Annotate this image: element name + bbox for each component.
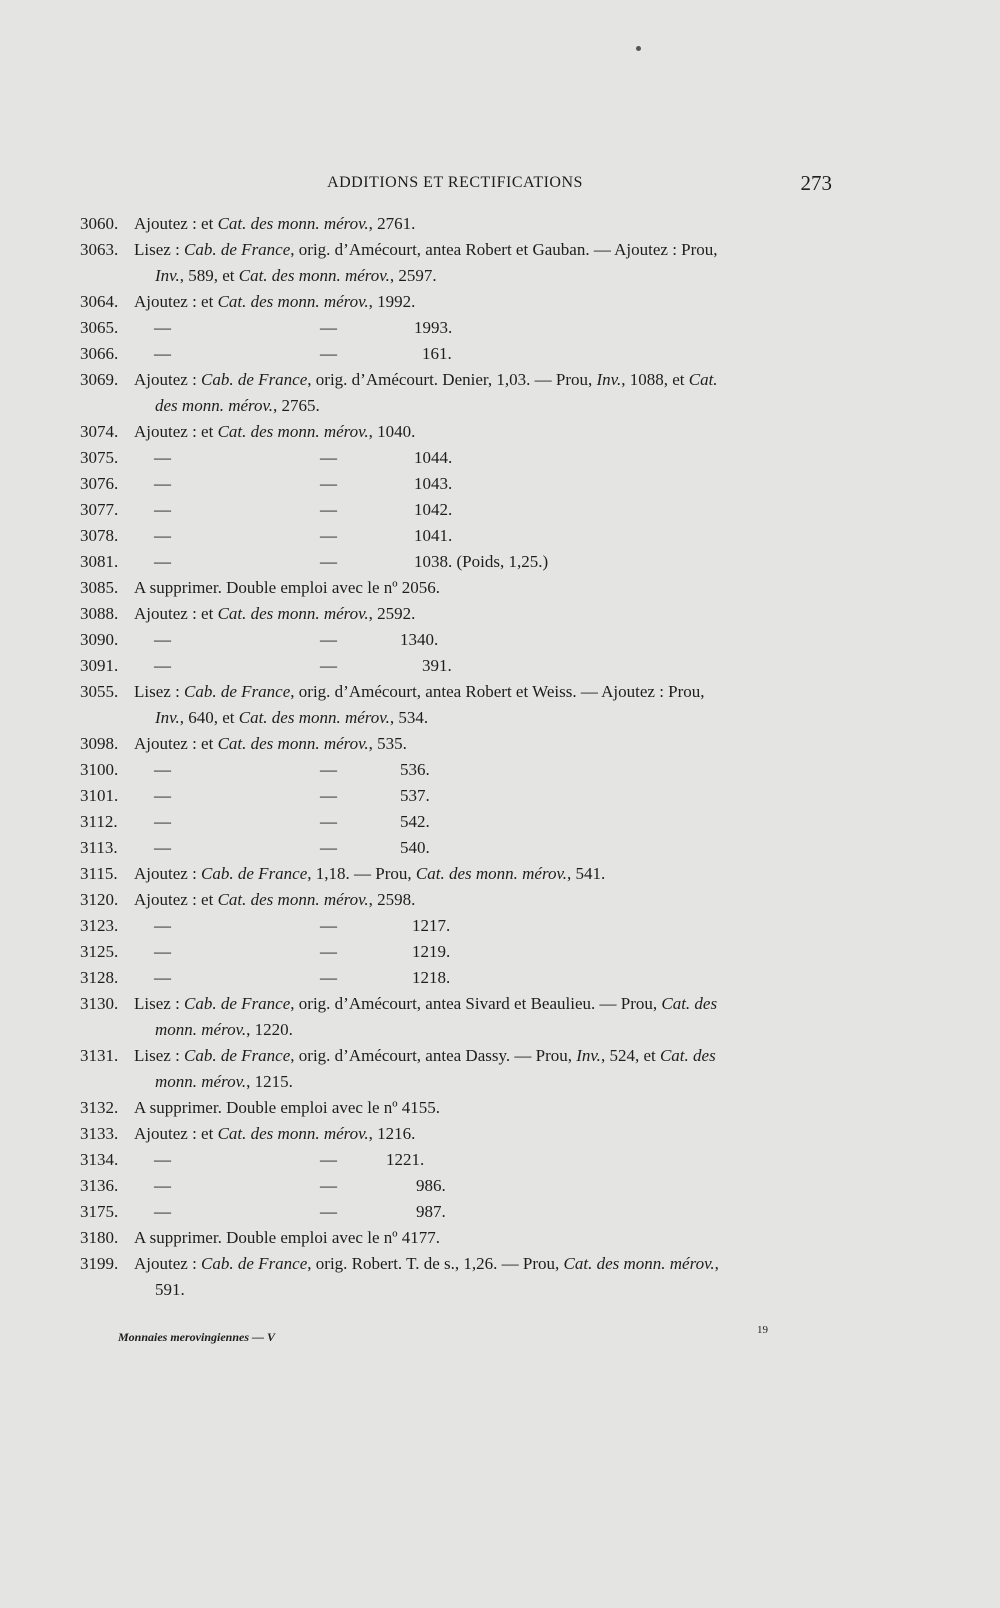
ditto-dash: — [154,526,171,545]
entry-number: 3066. [80,344,119,363]
running-header [80,171,830,201]
entry-text: , 2598. [368,890,416,909]
entry-text: Cab. de France [201,864,308,883]
entry [80,653,830,679]
entry-number: 3132. [80,1098,119,1117]
entry [80,445,830,471]
entry-reference: 1217. [412,916,451,935]
ditto-dash: — [320,812,337,831]
entry-text: Cat. des monn. mérov. [415,864,567,883]
entry-text: Lisez : [134,682,185,701]
ditto-dash: — [154,656,171,675]
ditto-dash: — [320,474,337,493]
entry-text: Cab. de France [201,1254,308,1273]
entry-text: , 640, et [179,708,239,727]
entry-continuation [80,263,830,289]
entry-number: 3101. [80,786,119,805]
ditto-dash: — [154,1202,171,1221]
ditto-dash: — [320,916,337,935]
entry-number: 3133. [80,1124,119,1143]
entry-number: 3120. [80,890,119,909]
entry [80,913,830,939]
entry [80,731,830,757]
entry-text: , 541. [567,864,606,883]
entry [80,783,830,809]
entry-reference: 540. [400,838,430,857]
ditto-dash: — [320,942,337,961]
entry-text: Lisez : [134,994,185,1013]
entry-reference: 1219. [412,942,451,961]
entry-number: 3136. [80,1176,119,1195]
entry-number: 3078. [80,526,119,545]
entry-text: Cat. des monn. mérov. [238,266,390,285]
entry-text: Cab. de France [201,370,308,389]
entry-text: Ajoutez : [134,1254,202,1273]
entry-continuation [80,393,830,419]
ditto-dash: — [320,318,337,337]
entry-text: , 2765. [273,396,320,415]
entry [80,419,830,445]
entry-text: Ajoutez : et [134,890,218,909]
entry-line [80,1225,830,1251]
entry-text: , orig. d’Amécourt, antea Dassy. — Prou, [290,1046,577,1065]
entry [80,1173,830,1199]
entry-text: Cat. des monn. mérov. [217,292,369,311]
ditto-dash: — [320,968,337,987]
entry-text: , orig. d’Amécourt, antea Robert et Gauban. — Ajoutez : Prou, [290,240,718,259]
entry-line [80,991,830,1017]
entry-text: , [714,1254,719,1273]
entry-line [80,1043,830,1069]
entry-text: , 1215. [246,1072,293,1091]
entry-reference: 987. [416,1202,446,1221]
ditto-dash: — [154,942,171,961]
ditto-dash: — [320,630,337,649]
entry-line [80,1121,830,1147]
entry [80,861,830,887]
entry-text: Cat. des monn. mérov. [217,214,369,233]
entry-reference: 391. [422,656,452,675]
ditto-dash: — [320,1150,337,1169]
entry-continuation [80,1017,830,1043]
entry-text: , 2592. [368,604,416,623]
ditto-dash: — [154,1176,171,1195]
entry [80,497,830,523]
entry-text: Ajoutez : et [134,604,218,623]
entry-reference: 161. [422,344,452,363]
entry-line [80,887,830,913]
entry-reference: 986. [416,1176,446,1195]
signature-mark: Monnaies merovingiennes — V [118,1330,276,1344]
entry-text: Ajoutez : [134,370,202,389]
entry-number: 3134. [80,1150,119,1169]
entry-number: 3115. [80,864,118,883]
ditto-dash: — [320,656,337,675]
entry-reference: 537. [400,786,430,805]
entry-number: 3055. [80,682,119,701]
entry-continuation [80,1277,830,1303]
entry [80,289,830,315]
entry-number: 3130. [80,994,119,1013]
entry [80,523,830,549]
ditto-dash: — [154,916,171,935]
entry [80,835,830,861]
sheet-number: 19 [757,1324,768,1336]
entry-number: 3090. [80,630,119,649]
entry-number: 3075. [80,448,119,467]
entry-line [80,575,830,601]
ditto-dash: — [320,760,337,779]
entry-text: , orig. d’Amécourt, antea Robert et Weiss. — Ajoutez : Prou, [290,682,705,701]
entry-reference: 1041. [414,526,453,545]
ditto-dash: — [320,838,337,857]
entry-line [80,861,830,887]
ditto-dash: — [154,760,171,779]
ditto-dash: — [320,526,337,545]
entry-text: Inv. [576,1046,601,1065]
entry-text: , orig. Robert. T. de s., 1,26. — Prou, [307,1254,564,1273]
entry [80,549,830,575]
entry-text: , 1220. [246,1020,293,1039]
entry-number: 3091. [80,656,119,675]
entry-text: Cab. de France [184,994,291,1013]
entry-text: Cat. des monn. mérov. [217,604,369,623]
entry-number: 3180. [80,1228,119,1247]
entry [80,367,830,419]
entry [80,809,830,835]
entry-text: Cab. de France [184,240,291,259]
entry-number: 3128. [80,968,119,987]
ditto-dash: — [154,838,171,857]
entry [80,965,830,991]
entry-line [80,731,830,757]
entry-line [80,237,830,263]
entry-number: 3065. [80,318,119,337]
ink-speck [636,46,641,51]
ditto-dash: — [154,344,171,363]
entry-text: Cat. des monn. mérov. [563,1254,715,1273]
entry [80,1147,830,1173]
ditto-dash: — [320,1202,337,1221]
entry-continuation [80,1069,830,1095]
entry-line [80,601,830,627]
ditto-dash: — [154,500,171,519]
entry-text: Cab. de France [184,1046,291,1065]
entry-text: , 2761. [368,214,416,233]
entries-list [80,211,830,1303]
entry-number: 3077. [80,500,119,519]
ditto-dash: — [154,968,171,987]
entry-number: 3076. [80,474,119,493]
ditto-dash: — [154,786,171,805]
entry-number: 3063. [80,240,119,259]
entry-reference: 536. [400,760,430,779]
ditto-dash: — [320,1176,337,1195]
entry-text: Cat. des monn. mérov. [217,422,369,441]
entry-reference: 1993. [414,318,453,337]
entry-line [80,289,830,315]
entry-reference: 1042. [414,500,453,519]
entry-text: , 1,18. — Prou, [307,864,416,883]
entry [80,1251,830,1303]
entry [80,887,830,913]
entry-text: Cat. des [659,1046,716,1065]
entry-text: , 1040. [368,422,416,441]
entry-reference: 1221. [386,1150,425,1169]
entry [80,991,830,1043]
entry-number: 3175. [80,1202,119,1221]
entry-reference: 1218. [412,968,451,987]
entry-text: Cat. des monn. mérov. [217,734,369,753]
entry-text: Inv. [155,266,180,285]
entry [80,341,830,367]
entry-text: monn. mérov. [155,1020,247,1039]
entry-text: Lisez : [134,240,185,259]
entry-number: 3131. [80,1046,119,1065]
ditto-dash: — [320,786,337,805]
entry [80,627,830,653]
entry-number: 3081. [80,552,119,571]
entry-text: , orig. d’Amécourt, antea Sivard et Beaulieu. — Prou, [290,994,662,1013]
entry-number: 3074. [80,422,119,441]
entry-line [80,1251,830,1277]
entry-text: monn. mérov. [155,1072,247,1091]
entry [80,757,830,783]
entry-text: Cat. des monn. mérov. [217,1124,369,1143]
entry-text: Lisez : [134,1046,185,1065]
ditto-dash: — [154,1150,171,1169]
entry-text: , 589, et [179,266,239,285]
entry [80,211,830,237]
entry-number: 3088. [80,604,119,623]
entry-text: A supprimer. Double emploi avec le nº 4155. [134,1098,441,1117]
entry-number: 3060. [80,214,119,233]
entry [80,1121,830,1147]
entry-text: , 2597. [389,266,437,285]
entry-text: Ajoutez : et [134,214,218,233]
entry-reference: 1340. [400,630,439,649]
entry [80,939,830,965]
entry-text: Ajoutez : et [134,734,218,753]
ditto-dash: — [154,630,171,649]
page-footer [118,1324,768,1352]
entry [80,1043,830,1095]
entry-text: , 1216. [368,1124,416,1143]
entry-line [80,419,830,445]
entry [80,315,830,341]
entry-number: 3085. [80,578,119,597]
entry-number: 3064. [80,292,119,311]
entry-text: , 534. [389,708,429,727]
entry-line [80,679,830,705]
entry-text: 591. [155,1280,185,1299]
entry-text: Ajoutez : [134,864,202,883]
entry-text: , orig. d’Amécourt. Denier, 1,03. — Prou, [307,370,597,389]
ditto-dash: — [154,552,171,571]
entry [80,679,830,731]
entry [80,1199,830,1225]
entry-reference: 1038. (Poids, 1,25.) [414,552,549,571]
entry-text: Ajoutez : et [134,1124,218,1143]
entry-text: Cat. des monn. mérov. [217,890,369,909]
ditto-dash: — [320,552,337,571]
entry [80,1225,830,1251]
entry-number: 3113. [80,838,118,857]
entry-reference: 542. [400,812,430,831]
ditto-dash: — [320,448,337,467]
ditto-dash: — [154,318,171,337]
entry [80,471,830,497]
ditto-dash: — [154,812,171,831]
ditto-dash: — [154,448,171,467]
entry-text: Cab. de France [184,682,291,701]
entry-text: Cat. [688,370,718,389]
ditto-dash: — [320,500,337,519]
page-number: 273 [800,171,832,195]
running-title: ADDITIONS ET RECTIFICATIONS [327,174,583,191]
entry-reference: 1043. [414,474,453,493]
entry-line [80,367,830,393]
entry [80,1095,830,1121]
entry-number: 3125. [80,942,119,961]
entry-number: 3123. [80,916,119,935]
entry-text: Inv. [155,708,180,727]
entry [80,601,830,627]
ditto-dash: — [320,344,337,363]
entry-text: des monn. mérov. [155,396,274,415]
entry-reference: 1044. [414,448,453,467]
ditto-dash: — [154,474,171,493]
entry-text: , 1992. [368,292,416,311]
entry [80,237,830,289]
entry-text: Inv. [596,370,622,389]
entry-text: A supprimer. Double emploi avec le nº 4177. [134,1228,441,1247]
entry-continuation [80,705,830,731]
entry-text: , 524, et [600,1046,660,1065]
entry-text: Cat. des monn. mérov. [238,708,390,727]
entry-number: 3100. [80,760,119,779]
entry-number: 3069. [80,370,119,389]
entry [80,575,830,601]
entry-text: Ajoutez : et [134,422,218,441]
entry-number: 3199. [80,1254,119,1273]
entry-text: Cat. des [661,994,718,1013]
entry-text: , 535. [368,734,407,753]
entry-line [80,1095,830,1121]
entry-number: 3112. [80,812,118,831]
entry-text: A supprimer. Double emploi avec le nº 2056. [134,578,441,597]
entry-text: , 1088, et [621,370,689,389]
entry-text: Ajoutez : et [134,292,218,311]
entry-line [80,211,830,237]
entry-number: 3098. [80,734,119,753]
